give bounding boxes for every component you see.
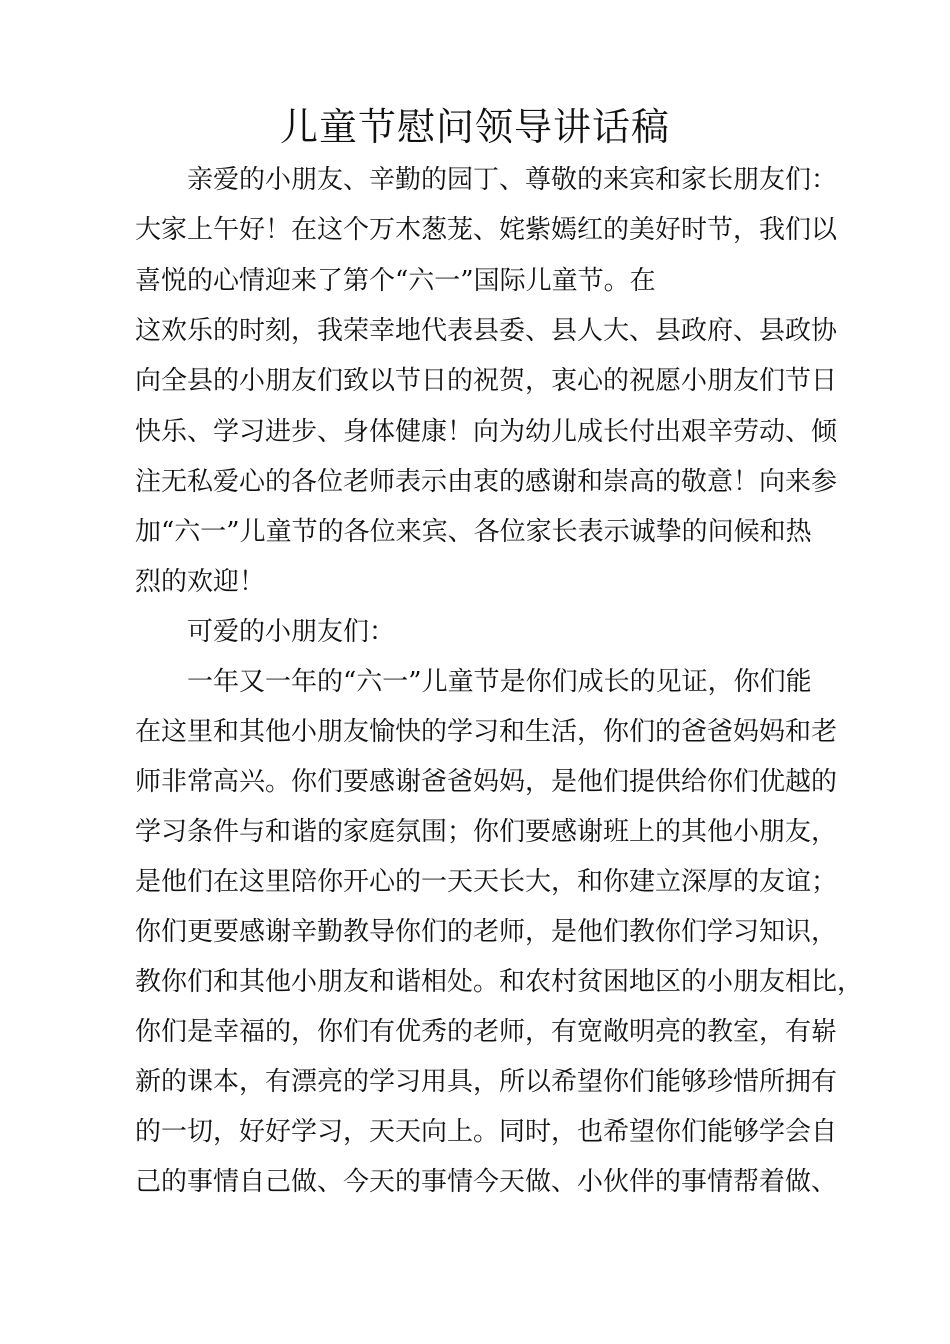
paragraph-line: 教你们和其他小朋友和谐相处。和农村贫困地区的小朋友相比，	[135, 967, 864, 997]
paragraph-line: 师非常高兴。你们要感谢爸爸妈妈，是他们提供给你们优越的	[135, 767, 838, 797]
salutation-line: 可爱的小朋友们：	[187, 617, 396, 647]
paragraph-line: 是他们在这里陪你开心的一天天长大，和你建立深厚的友谊；	[135, 867, 838, 897]
paragraph-line: 快乐、学习进步、身体健康！向为幼儿成长付出艰辛劳动、倾	[135, 417, 838, 447]
salutation-line: 亲爱的小朋友、辛勤的园丁、尊敬的来宾和家长朋友们：	[187, 165, 838, 195]
paragraph-line: 烈的欢迎！	[135, 567, 266, 597]
paragraph-line: 加“六一”儿童节的各位来宾、各位家长表示诚挚的问候和热	[135, 517, 812, 547]
paragraph-line: 新的课本，有漂亮的学习用具，所以希望你们能够珍惜所拥有	[135, 1067, 838, 1097]
paragraph-line: 这欢乐的时刻，我荣幸地代表县委、县人大、县政府、县政协	[135, 316, 838, 346]
paragraph-line: 一年又一年的“六一”儿童节是你们成长的见证，你们能	[187, 667, 812, 697]
paragraph-line: 大家上午好！在这个万木葱茏、姹紫嫣红的美好时节，我们以	[135, 215, 838, 245]
paragraph-line: 你们更要感谢辛勤教导你们的老师，是他们教你们学习知识，	[135, 917, 838, 947]
page-title: 儿童节慰问领导讲话稿	[279, 105, 670, 149]
paragraph-line: 己的事情自己做、今天的事情今天做、小伙伴的事情帮着做、	[135, 1167, 838, 1197]
paragraph-line: 注无私爱心的各位老师表示由衷的感谢和崇高的敬意！向来参	[135, 467, 838, 497]
paragraph-line: 你们是幸福的，你们有优秀的老师，有宽敞明亮的教室，有崭	[135, 1017, 838, 1047]
paragraph-line: 的一切，好好学习，天天向上。同时，也希望你们能够学会自	[135, 1117, 838, 1147]
paragraph-line: 学习条件与和谐的家庭氛围；你们要感谢班上的其他小朋友，	[135, 817, 838, 847]
paragraph-line: 喜悦的心情迎来了第个“六一”国际儿童节。在	[135, 266, 656, 296]
paragraph-line: 向全县的小朋友们致以节日的祝贺，衷心的祝愿小朋友们节日	[135, 366, 838, 396]
paragraph-line: 在这里和其他小朋友愉快的学习和生活，你们的爸爸妈妈和老	[135, 717, 838, 747]
